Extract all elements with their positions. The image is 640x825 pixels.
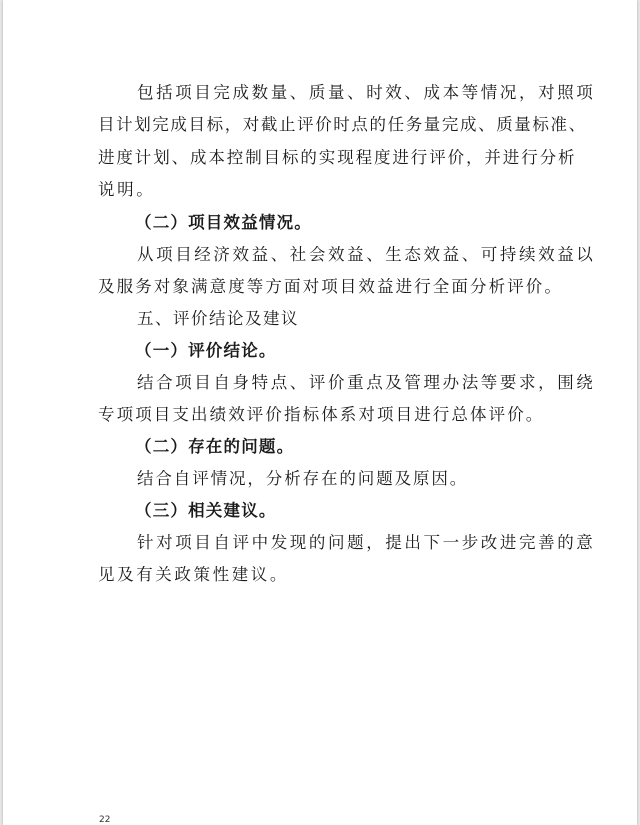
paragraph-line: 包括项目完成数量、质量、时效、成本等情况，对照项 <box>137 83 596 102</box>
paragraph-line: 说明。 <box>98 180 156 199</box>
document-page <box>3 0 637 825</box>
subheading: （三）相关建议。 <box>135 501 277 520</box>
paragraph-line: 进度计划、成本控制目标的实现程度进行评价，并进行分析 <box>98 148 577 167</box>
paragraph-line: 目计划完成目标，对截止评价时点的任务量完成、质量标准、 <box>98 115 587 134</box>
subheading: （一）评价结论。 <box>135 341 277 360</box>
subheading: （二）项目效益情况。 <box>135 213 312 232</box>
paragraph-line: 结合自评情况，分析存在的问题及原因。 <box>137 469 469 488</box>
paragraph-line: 见及有关政策性建议。 <box>98 565 289 584</box>
paragraph-line: 结合项目自身特点、评价重点及管理办法等要求，围绕 <box>137 373 596 392</box>
subheading: （二）存在的问题。 <box>135 437 295 456</box>
paragraph-line: 针对项目自评中发现的问题，提出下一步改进完善的意 <box>137 533 596 552</box>
section-heading: 五、评价结论及建议 <box>137 309 299 328</box>
paragraph-line: 从项目经济效益、社会效益、生态效益、可持续效益以 <box>137 245 596 264</box>
page-number: 22 <box>99 815 111 825</box>
paragraph-line: 及服务对象满意度等方面对项目效益进行全面分析评价。 <box>98 277 563 296</box>
paragraph-line: 专项项目支出绩效评价指标体系对项目进行总体评价。 <box>98 405 545 424</box>
